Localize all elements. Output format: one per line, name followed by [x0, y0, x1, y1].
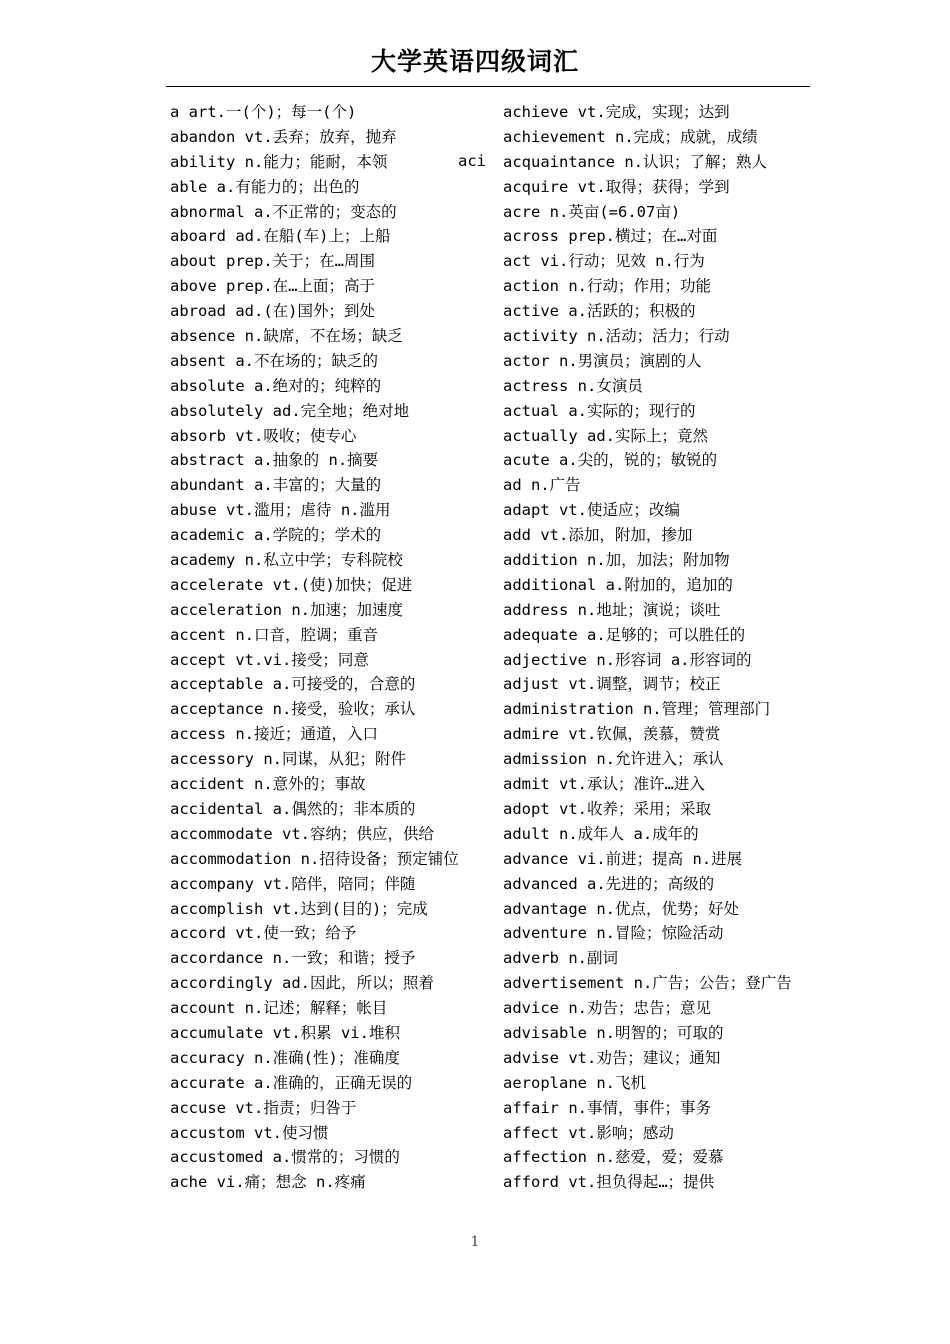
vocabulary-entry: affair n.事情，事件；事务: [503, 1098, 711, 1117]
vocabulary-entry: act vi.行动；见效 n.行为: [503, 252, 705, 271]
vocabulary-entry: aboard ad.在船(车)上；上船: [170, 227, 391, 246]
vocabulary-entry: accent n.口音，腔调；重音: [170, 625, 378, 644]
vocabulary-entry: accumulate vt.积累 vi.堆积: [170, 1023, 400, 1042]
vocabulary-entry: affection n.慈爱，爱；爱慕: [503, 1148, 724, 1167]
vocabulary-entry: acceptance n.接受，验收；承认: [170, 700, 416, 719]
vocabulary-entry: abandon vt.丢弃；放弃，抛弃: [170, 127, 397, 146]
vocabulary-entry: actor n.男演员；演剧的人: [503, 351, 702, 370]
vocabulary-entry: actual a.实际的；现行的: [503, 401, 696, 420]
vocabulary-entry: actually ad.实际上；竟然: [503, 426, 708, 445]
vocabulary-entry: address n.地址；演说；谈吐: [503, 600, 721, 619]
stray-text: aci: [458, 152, 486, 170]
vocabulary-entry: accept vt.vi.接受；同意: [170, 650, 369, 669]
vocabulary-entry: accustomed a.惯常的；习惯的: [170, 1148, 400, 1167]
vocabulary-entry: able a.有能力的；出色的: [170, 177, 360, 196]
vocabulary-entry: adventure n.冒险；惊险活动: [503, 924, 724, 943]
vocabulary-entry: additional a.附加的，追加的: [503, 575, 733, 594]
vocabulary-entry: administration n.管理；管理部门: [503, 700, 771, 719]
vocabulary-entry: admire vt.钦佩，羡慕，赞赏: [503, 725, 721, 744]
vocabulary-entry: accomplish vt.达到(目的)；完成: [170, 899, 428, 918]
vocabulary-entry: abuse vt.滥用；虐待 n.滥用: [170, 501, 391, 520]
vocabulary-entry: activity n.活动；活力；行动: [503, 327, 730, 346]
vocabulary-entry: adjective n.形容词 a.形容词的: [503, 650, 752, 669]
vocabulary-entry: admission n.允许进入；承认: [503, 750, 724, 769]
vocabulary-entry: across prep.横过；在…对面: [503, 227, 718, 246]
vocabulary-entry: accurate a.准确的，正确无误的: [170, 1073, 413, 1092]
vocabulary-entry: adult n.成年人 a.成年的: [503, 824, 699, 843]
vocabulary-entry: achievement n.完成；成就，成绩: [503, 127, 758, 146]
vocabulary-entry: advise vt.劝告；建议；通知: [503, 1048, 721, 1067]
vocabulary-entry: acceleration n.加速；加速度: [170, 600, 403, 619]
vocabulary-entry: ache vi.痛；想念 n.疼痛: [170, 1173, 366, 1192]
vocabulary-entry: absolute a.绝对的；纯粹的: [170, 376, 382, 395]
vocabulary-entry: accustom vt.使习惯: [170, 1123, 329, 1142]
vocabulary-entry: accuse vt.指责；归咎于: [170, 1098, 357, 1117]
vocabulary-entry: accommodation n.招待设备；预定铺位: [170, 849, 459, 868]
vocabulary-entry: advantage n.优点，优势；好处: [503, 899, 739, 918]
vocabulary-entry: acute a.尖的，锐的；敏锐的: [503, 451, 718, 470]
vocabulary-entry: access n.接近；通道，入口: [170, 725, 378, 744]
vocabulary-entry: account n.记述；解释；帐目: [170, 999, 388, 1018]
vocabulary-entry: active a.活跃的；积极的: [503, 302, 696, 321]
vocabulary-entry: aeroplane n.飞机: [503, 1073, 646, 1092]
vocabulary-entry: about prep.关于；在…周围: [170, 252, 375, 271]
vocabulary-entry: absolutely ad.完全地；绝对地: [170, 401, 410, 420]
vocabulary-entry: adverb n.副词: [503, 949, 618, 968]
vocabulary-entry: ad n.广告: [503, 476, 581, 495]
vocabulary-entry: accordingly ad.因此，所以；照着: [170, 974, 434, 993]
vocabulary-entry: ability n.能力；能耐，本领: [170, 152, 388, 171]
vocabulary-entry: absorb vt.吸收；使专心: [170, 426, 357, 445]
vocabulary-entry: abstract a.抽象的 n.摘要: [170, 451, 379, 470]
vocabulary-entry: action n.行动；作用；功能: [503, 277, 711, 296]
vocabulary-entry: a art.一(个)；每一(个): [170, 103, 357, 121]
vocabulary-entry: acre n.英亩(=6.07亩): [503, 202, 681, 221]
vocabulary-entry: add vt.添加，附加，掺加: [503, 526, 693, 545]
vocabulary-entry: absence n.缺席，不在场；缺乏: [170, 327, 403, 346]
vocabulary-entry: advanced a.先进的；高级的: [503, 874, 715, 893]
vocabulary-entry: advisable n.明智的；可取的: [503, 1023, 724, 1042]
vocabulary-entry: adequate a.足够的；可以胜任的: [503, 625, 746, 644]
vocabulary-entry: academic a.学院的；学术的: [170, 526, 382, 545]
vocabulary-entry: acceptable a.可接受的，合意的: [170, 675, 416, 694]
vocabulary-entry: abnormal a.不正常的；变态的: [170, 202, 397, 221]
vocabulary-entry: adopt vt.收养；采用；采取: [503, 799, 711, 818]
vocabulary-entry: accompany vt.陪伴，陪同；伴随: [170, 874, 416, 893]
vocabulary-entry: abroad ad.(在)国外；到处: [170, 302, 375, 321]
vocabulary-entry: accord vt.使一致；给予: [170, 924, 357, 943]
vocabulary-entry: accessory n.同谋，从犯；附件: [170, 750, 406, 769]
vocabulary-column-left: [170, 100, 470, 1195]
vocabulary-entry: adjust vt.调整，调节；校正: [503, 675, 721, 694]
page-title: 大学英语四级词汇: [370, 47, 579, 76]
vocabulary-entry: accordance n.一致；和谐；授予: [170, 949, 416, 968]
vocabulary-entry: actress n.女演员: [503, 376, 643, 395]
vocabulary-entry: afford vt.担负得起…；提供: [503, 1173, 715, 1192]
vocabulary-entry: advice n.劝告；忠告；意见: [503, 999, 711, 1018]
vocabulary-entry: accuracy n.准确(性)；准确度: [170, 1048, 400, 1067]
vocabulary-entry: advance vi.前进；提高 n.进展: [503, 849, 743, 868]
vocabulary-entry: acquire vt.取得；获得；学到: [503, 177, 730, 196]
vocabulary-entry: accidental a.偶然的；非本质的: [170, 799, 416, 818]
vocabulary-entry: advertisement n.广告；公告；登广告: [503, 974, 792, 993]
title-divider: [166, 86, 810, 87]
page-number: 1: [470, 1234, 480, 1250]
vocabulary-entry: abundant a.丰富的；大量的: [170, 476, 382, 495]
vocabulary-entry: achieve vt.完成，实现；达到: [503, 103, 730, 121]
vocabulary-entry: academy n.私立中学；专科院校: [170, 551, 403, 570]
vocabulary-column-right: [503, 100, 823, 1195]
vocabulary-entry: addition n.加，加法；附加物: [503, 551, 730, 570]
vocabulary-entry: acquaintance n.认识；了解；熟人: [503, 152, 767, 171]
vocabulary-entry: affect vt.影响；感动: [503, 1123, 674, 1142]
vocabulary-entry: accommodate vt.容纳；供应，供给: [170, 824, 434, 843]
vocabulary-entry: absent a.不在场的；缺乏的: [170, 351, 378, 370]
vocabulary-entry: adapt vt.使适应；改编: [503, 501, 680, 520]
vocabulary-entry: above prep.在…上面；高于: [170, 277, 375, 296]
vocabulary-entry: accident n.意外的；事故: [170, 775, 366, 794]
vocabulary-entry: accelerate vt.(使)加快；促进: [170, 575, 413, 594]
vocabulary-entry: admit vt.承认；准许…进入: [503, 775, 705, 794]
